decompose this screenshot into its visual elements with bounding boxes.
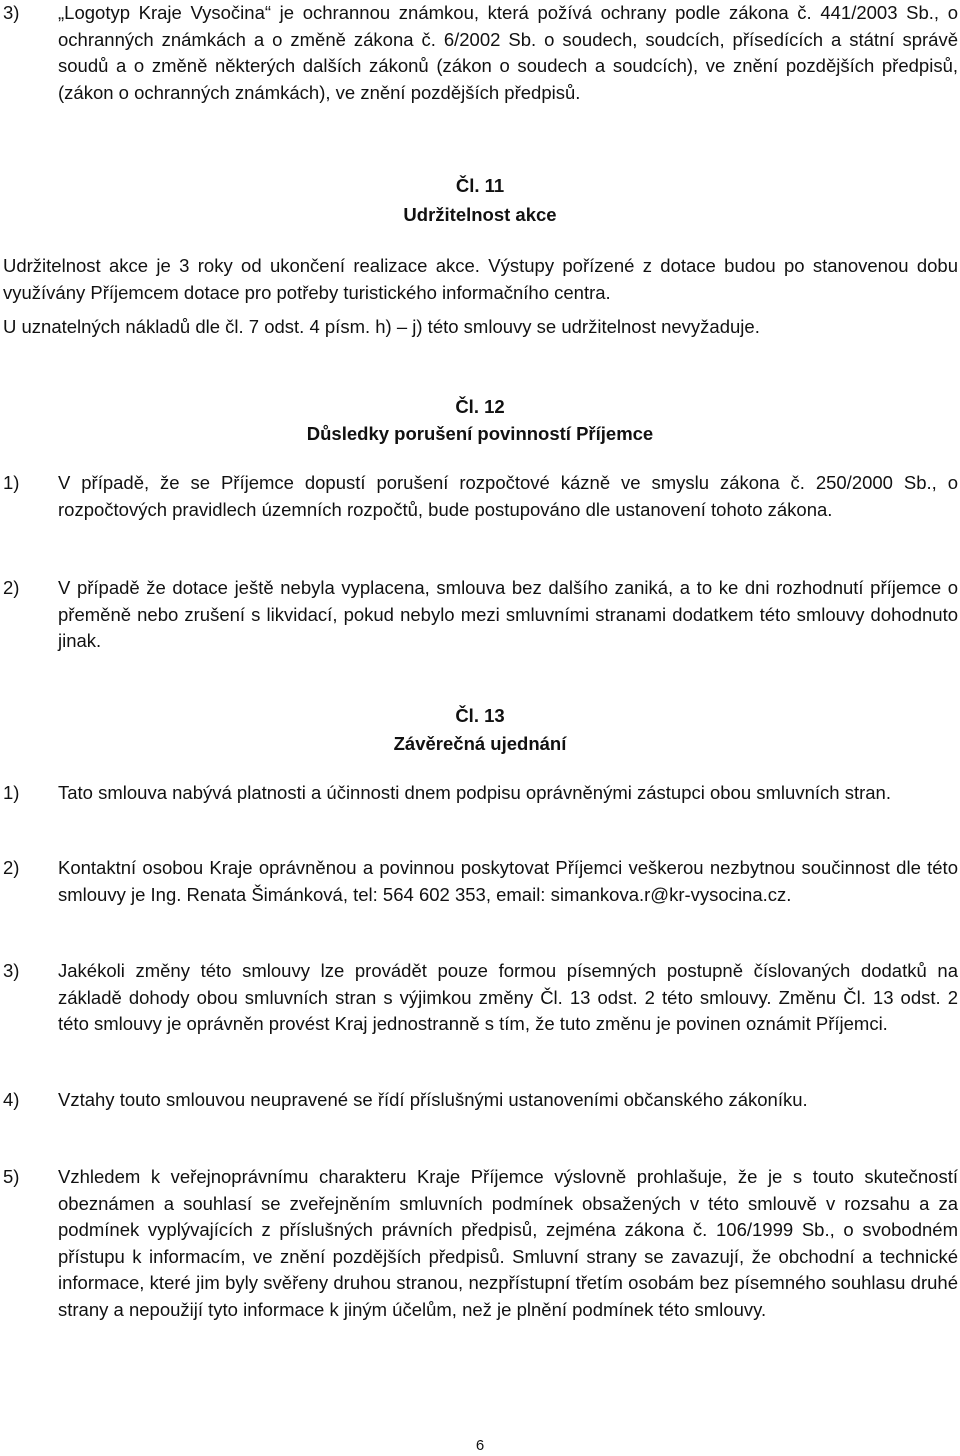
- item-number: 1): [3, 782, 20, 803]
- item-text: Vzhledem k veřejnoprávnímu charakteru Kraje Příjemce výslovně prohlašuje, že je s touto skutečností obeznámen a souhlasí se zveřejněním smluvních podmínek obsažených v této smlouvě v rozsahu a za podmínek vyplývajících z příslušných právních předpisů, zejména zákona č. 106/1999 Sb., o svobodném přístupu k informacím, ve znění pozdějších předpisů. Smluvní strany se zavazují, že obchodní a technické informace, které jim byly svěřeny druhou stranou, nezpřístupní třetím osobám bez písemného souhlasu druhé strany a nepoužijí tyto informace k jiným účelům, než je plnění podmínek této smlouvy.: [58, 1166, 958, 1320]
- item-number: 1): [3, 472, 20, 493]
- item-number: 2): [3, 857, 20, 878]
- item-text: Vztahy touto smlouvou neupravené se řídí příslušnými ustanoveními občanského zákoníku.: [58, 1089, 808, 1110]
- article-11-number: Čl. 11: [455, 175, 505, 196]
- item-number: 4): [3, 1089, 20, 1110]
- article-13-number: Čl. 13: [455, 705, 505, 726]
- list-item: [3, 1087, 958, 1114]
- item-number: 3): [3, 960, 20, 981]
- article-11-title: Udržitelnost akce: [403, 204, 557, 225]
- item-text: „Logotyp Kraje Vysočina“ je ochrannou známkou, která požívá ochrany podle zákona č. 441/2003 Sb., o ochranných známkách a o změně zákona č. 6/2002 Sb. o soudech, soudcích, přísedících a státní správě soudů a o změně některých dalších zákonů (zákon o soudech a soudcích), ve znění pozdějších předpisů, (zákon o ochranných známkách), ve znění pozdějších předpisů.: [58, 2, 958, 103]
- item-number: 3): [3, 2, 20, 23]
- list-item: [3, 855, 958, 908]
- list-item: [3, 0, 958, 106]
- article-12-number: Čl. 12: [455, 396, 505, 417]
- article-11-paragraph: U uznatelných nákladů dle čl. 7 odst. 4 písm. h) – j) této smlouvy se udržitelnost nevyžaduje.: [3, 316, 760, 337]
- item-text: V případě, že se Příjemce dopustí porušení rozpočtové kázně ve smyslu zákona č. 250/2000 Sb., o rozpočtových pravidlech územních rozpočtů, bude postupováno dle ustanovení tohoto zákona.: [58, 472, 958, 520]
- list-item: [3, 780, 958, 807]
- item-text: Tato smlouva nabývá platnosti a účinnosti dnem podpisu oprávněnými zástupci obou smluvních stran.: [58, 782, 891, 803]
- article-12-title: Důsledky porušení povinností Příjemce: [306, 423, 654, 444]
- list-item: [3, 958, 958, 1038]
- list-item: [3, 470, 958, 523]
- item-text: Jakékoli změny této smlouvy lze provádět pouze formou písemných postupně číslovaných dodatků na základě dohody obou smluvních stran s výjimkou změny Čl. 13 odst. 2 této smlouvy. Změnu Čl. 13 odst. 2 této smlouvy je oprávněn provést Kraj jednostranně s tím, že tuto změnu je povinen oznámit Příjemci.: [58, 960, 958, 1034]
- article-13-title: Závěrečná ujednání: [393, 733, 567, 754]
- item-text: Kontaktní osobou Kraje oprávněnou a povinnou poskytovat Příjemci veškerou nezbytnou součinnost dle této smlouvy je Ing. Renata Šimánková, tel: 564 602 353, email: simankova.r@kr-vysocina.cz.: [58, 857, 958, 905]
- article-11-paragraph: Udržitelnost akce je 3 roky od ukončení realizace akce. Výstupy pořízené z dotace budou po stanovenou dobu využívány Příjemcem dotace pro potřeby turistického informačního centra.: [3, 255, 958, 303]
- item-number: 5): [3, 1166, 20, 1187]
- item-number: 2): [3, 577, 20, 598]
- list-item: [3, 1164, 958, 1323]
- page-number: 6: [475, 1437, 485, 1454]
- list-item: [3, 575, 958, 655]
- item-text: V případě že dotace ještě nebyla vyplacena, smlouva bez dalšího zaniká, a to ke dni rozhodnutí příjemce o přeměně nebo zrušení s likvidací, pokud nebylo mezi smluvními stranami dodatkem této smlouvy dohodnuto jinak.: [58, 577, 958, 651]
